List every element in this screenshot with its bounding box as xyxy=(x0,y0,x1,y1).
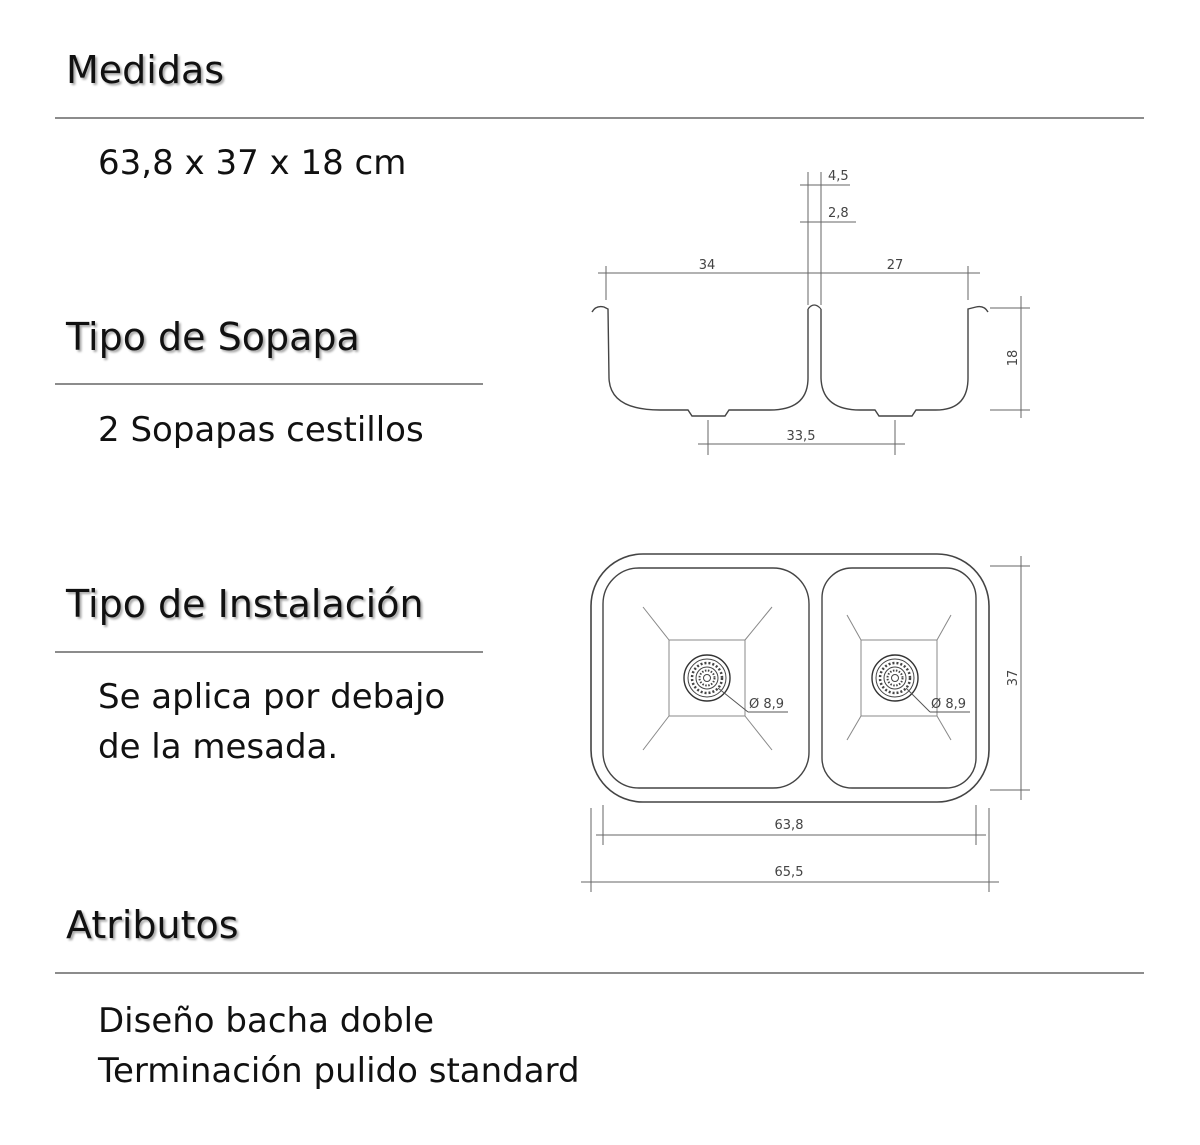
text-atributos-line-2: Terminación pulido standard xyxy=(98,1051,580,1091)
text-tipo-instalacion-line-2: de la mesada. xyxy=(98,727,339,767)
dim-label-18: 18 xyxy=(1006,349,1021,367)
text-tipo-instalacion-line-1: Se aplica por debajo xyxy=(98,677,446,717)
dim-label-33-5: 33,5 xyxy=(786,429,816,444)
sink-section-view xyxy=(592,305,988,416)
dim-label-63-8: 63,8 xyxy=(774,818,804,833)
dim-label-2-8: 2,8 xyxy=(828,206,849,221)
section-dimension-labels xyxy=(699,169,1021,444)
text-medidas-line: 63,8 x 37 x 18 cm xyxy=(98,143,407,183)
dim-label-37: 37 xyxy=(1006,669,1021,687)
dim-label-34: 34 xyxy=(698,258,716,273)
dim-label-27: 27 xyxy=(886,258,904,273)
heading-tipo-instalacion: Tipo de Instalación xyxy=(66,582,424,626)
heading-medidas: Medidas xyxy=(66,48,225,92)
heading-atributos: Atributos xyxy=(66,903,239,947)
text-atributos-line-1: Diseño bacha doble xyxy=(98,1001,435,1041)
drain-right-diameter-label: Ø 8,9 xyxy=(931,697,967,712)
drain-left-diameter-label: Ø 8,9 xyxy=(749,697,785,712)
text-tipo-sopapa-line: 2 Sopapas cestillos xyxy=(98,410,424,450)
heading-tipo-sopapa: Tipo de Sopapa xyxy=(66,315,360,359)
dim-label-4-5: 4,5 xyxy=(828,169,849,184)
section-dimension-lines xyxy=(598,172,1030,455)
sink-plan-view xyxy=(591,554,989,802)
plan-dimension-labels xyxy=(749,670,1021,880)
plan-dimension-lines xyxy=(581,556,1030,892)
dim-label-65-5: 65,5 xyxy=(774,865,804,880)
